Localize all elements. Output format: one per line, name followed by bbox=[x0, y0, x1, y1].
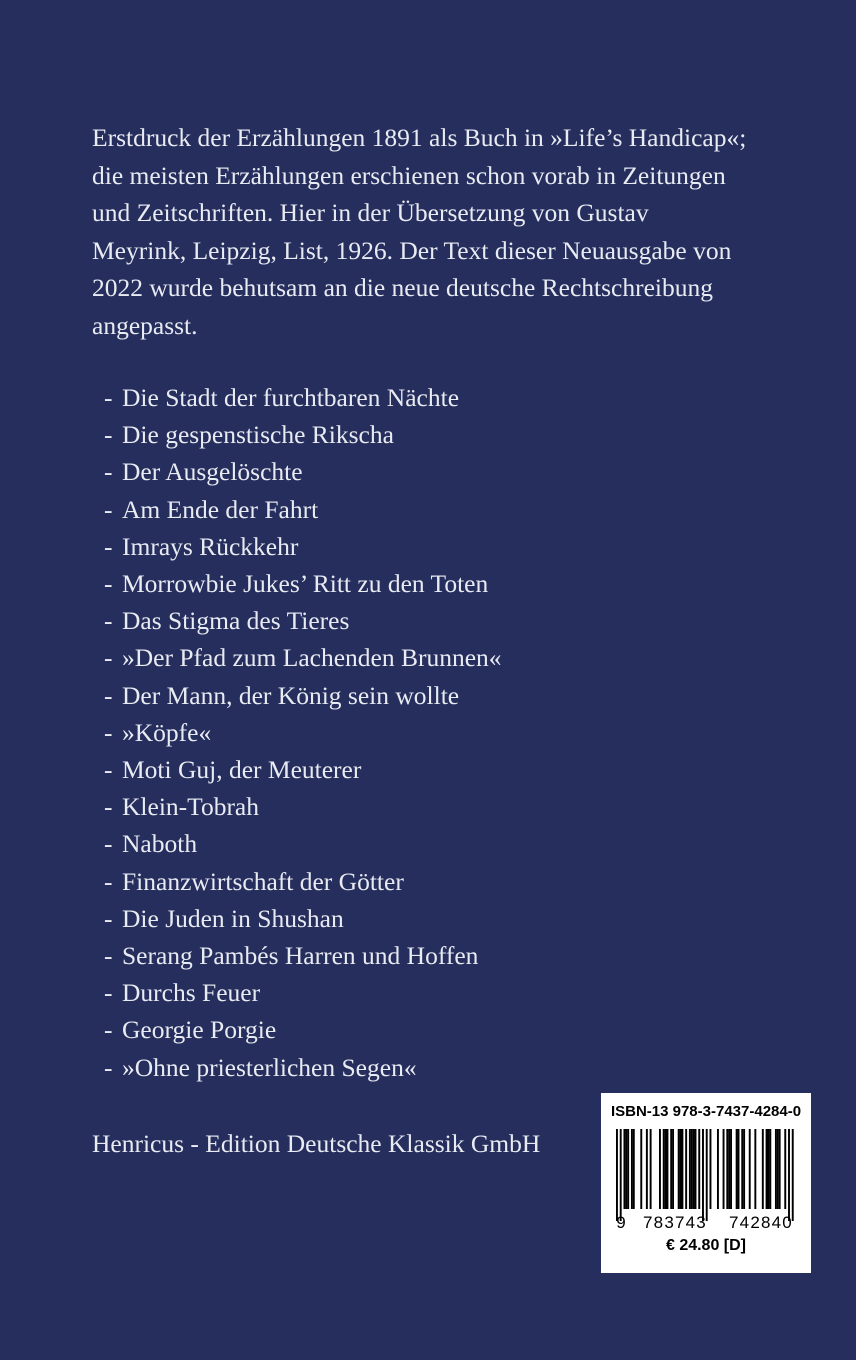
story-list-item bbox=[104, 974, 502, 1011]
list-bullet: - bbox=[104, 494, 113, 524]
barcode-bar bbox=[766, 1129, 768, 1209]
barcode-bar bbox=[620, 1129, 622, 1221]
barcode-bar bbox=[685, 1129, 687, 1209]
barcode-bar bbox=[741, 1129, 743, 1209]
barcode-bar bbox=[663, 1129, 665, 1209]
barcode-bar bbox=[702, 1129, 704, 1221]
list-bullet: - bbox=[104, 457, 113, 487]
list-bullet: - bbox=[104, 717, 113, 747]
barcode-bar bbox=[738, 1129, 740, 1209]
barcode-bar bbox=[631, 1129, 633, 1209]
story-list-item bbox=[104, 416, 502, 453]
story-title: Naboth bbox=[122, 829, 198, 859]
story-title: Die gespenstische Rikscha bbox=[122, 420, 394, 450]
intro-line: 2022 wurde behutsam an die neue deutsche Rechtschreibung bbox=[92, 273, 714, 302]
story-title: Der Mann, der König sein wollte bbox=[122, 680, 460, 710]
list-bullet: - bbox=[104, 1015, 113, 1045]
story-title: »Köpfe« bbox=[122, 717, 212, 747]
barcode-bar bbox=[779, 1129, 781, 1209]
barcode-bar bbox=[749, 1129, 751, 1209]
barcode-bar bbox=[784, 1129, 786, 1209]
barcode-bar bbox=[650, 1129, 652, 1209]
list-bullet: - bbox=[104, 606, 113, 636]
barcode-bar bbox=[633, 1129, 635, 1209]
story-title: Das Stigma des Tieres bbox=[122, 606, 350, 636]
story-title: Klein-Tobrah bbox=[122, 792, 260, 822]
barcode-bar bbox=[666, 1129, 668, 1209]
story-title: Der Ausgelöschte bbox=[122, 457, 303, 487]
barcode-bar bbox=[678, 1129, 680, 1209]
story-list-item bbox=[104, 714, 502, 751]
list-bullet: - bbox=[104, 680, 113, 710]
list-bullet: - bbox=[104, 383, 113, 412]
intro-line: angepasst. bbox=[92, 310, 198, 340]
barcode-bar bbox=[743, 1129, 745, 1209]
barcode-digits-right: 742840 bbox=[729, 1213, 793, 1232]
story-title: Imrays Rückkehr bbox=[122, 531, 299, 561]
intro-line: die meisten Erzählungen erschienen schon vorab in Zeitungen bbox=[92, 160, 726, 190]
list-bullet: - bbox=[104, 1052, 113, 1082]
story-list-item bbox=[104, 528, 502, 565]
story-list-item bbox=[104, 937, 502, 974]
story-list-item bbox=[104, 602, 502, 639]
story-list-item bbox=[104, 1049, 502, 1086]
story-title: Die Stadt der furchtbaren Nächte bbox=[122, 383, 460, 412]
list-bullet: - bbox=[104, 978, 113, 1008]
barcode-bar bbox=[777, 1129, 779, 1209]
intro-line: Meyrink, Leipzig, List, 1926. Der Text dieser Neuausgabe von bbox=[92, 235, 732, 265]
intro-line: und Zeitschriften. Hier in der Übersetzung von Gustav bbox=[92, 198, 649, 227]
barcode-panel bbox=[601, 1093, 811, 1273]
story-list-item bbox=[104, 1011, 502, 1048]
story-title: Die Juden in Shushan bbox=[122, 903, 344, 933]
story-list bbox=[104, 379, 502, 1086]
barcode-bar bbox=[623, 1129, 625, 1209]
barcode-bar bbox=[706, 1129, 708, 1221]
barcode-bar bbox=[754, 1129, 756, 1209]
barcode-digit-first: 9 bbox=[616, 1213, 626, 1232]
barcode-bar bbox=[788, 1129, 790, 1221]
story-list-item bbox=[104, 639, 502, 676]
intro-paragraph bbox=[92, 119, 812, 344]
barcode-bar bbox=[767, 1129, 769, 1209]
story-list-item bbox=[104, 825, 502, 862]
story-list-item bbox=[104, 788, 502, 825]
barcode-bar bbox=[640, 1129, 642, 1209]
barcode-digits-left: 783743 bbox=[643, 1213, 707, 1232]
list-bullet: - bbox=[104, 866, 113, 896]
story-list-item bbox=[104, 900, 502, 937]
publisher-name: Henricus - Edition Deutsche Klassik GmbH bbox=[92, 1129, 541, 1158]
list-bullet: - bbox=[104, 643, 113, 673]
story-list-item bbox=[104, 453, 502, 490]
list-bullet: - bbox=[104, 420, 113, 450]
story-title: Am Ende der Fahrt bbox=[122, 494, 319, 524]
barcode-bar bbox=[691, 1129, 693, 1209]
story-list-item bbox=[104, 677, 502, 714]
barcode-bar bbox=[762, 1129, 764, 1209]
story-list-item bbox=[104, 491, 502, 528]
barcode-bar bbox=[792, 1129, 794, 1221]
list-bullet: - bbox=[104, 755, 113, 785]
list-bullet: - bbox=[104, 941, 113, 971]
story-list-item bbox=[104, 751, 502, 788]
barcode-bar bbox=[717, 1129, 719, 1209]
barcode-bar bbox=[681, 1129, 683, 1209]
barcode-bar bbox=[736, 1129, 738, 1209]
barcode-graphic bbox=[601, 1129, 811, 1233]
intro-line: Erstdruck der Erzählungen 1891 als Buch in »Life’s Handicap«; bbox=[92, 123, 747, 152]
story-title: »Der Pfad zum Lachenden Brunnen« bbox=[122, 643, 502, 673]
list-bullet: - bbox=[104, 903, 113, 933]
list-bullet: - bbox=[104, 792, 113, 822]
list-bullet: - bbox=[104, 829, 113, 859]
story-title: Morrowbie Jukes’ Ritt zu den Toten bbox=[122, 569, 489, 599]
barcode-bar bbox=[698, 1129, 700, 1209]
barcode-bar bbox=[726, 1129, 728, 1209]
barcode-bar bbox=[680, 1129, 682, 1209]
barcode-bar bbox=[659, 1129, 661, 1209]
story-list-item bbox=[104, 565, 502, 602]
barcode-bar bbox=[627, 1129, 629, 1209]
story-title: Durchs Feuer bbox=[122, 978, 261, 1008]
story-title: Finanzwirtschaft der Götter bbox=[122, 866, 404, 896]
barcode-bar bbox=[769, 1129, 771, 1209]
story-title: Serang Pambés Harren und Hoffen bbox=[122, 941, 479, 971]
list-bullet: - bbox=[104, 531, 113, 561]
barcode-bar bbox=[616, 1129, 618, 1221]
barcode-bar bbox=[625, 1129, 627, 1209]
barcode-bar bbox=[672, 1129, 674, 1209]
barcode-bar bbox=[730, 1129, 732, 1209]
barcode-bar bbox=[710, 1129, 712, 1209]
story-title: Georgie Porgie bbox=[122, 1015, 277, 1045]
barcode-bar bbox=[775, 1129, 777, 1209]
list-bullet: - bbox=[104, 569, 113, 599]
barcode-bar bbox=[670, 1129, 672, 1209]
barcode-bar bbox=[695, 1129, 697, 1209]
barcode-bar bbox=[723, 1129, 725, 1209]
barcode-bar bbox=[728, 1129, 730, 1209]
barcode-bar bbox=[693, 1129, 695, 1209]
story-list-item bbox=[104, 863, 502, 900]
barcode-bar bbox=[646, 1129, 648, 1209]
story-list-item bbox=[104, 379, 502, 416]
story-title: Moti Guj, der Meuterer bbox=[122, 755, 362, 785]
barcode-bar bbox=[689, 1129, 691, 1209]
isbn-label: ISBN-13 978-3-7437-4284-0 bbox=[610, 1103, 802, 1120]
barcode-bar bbox=[665, 1129, 667, 1209]
story-title: »Ohne priesterlichen Segen« bbox=[122, 1052, 417, 1082]
price-label: € 24.80 [D] bbox=[665, 1237, 747, 1254]
